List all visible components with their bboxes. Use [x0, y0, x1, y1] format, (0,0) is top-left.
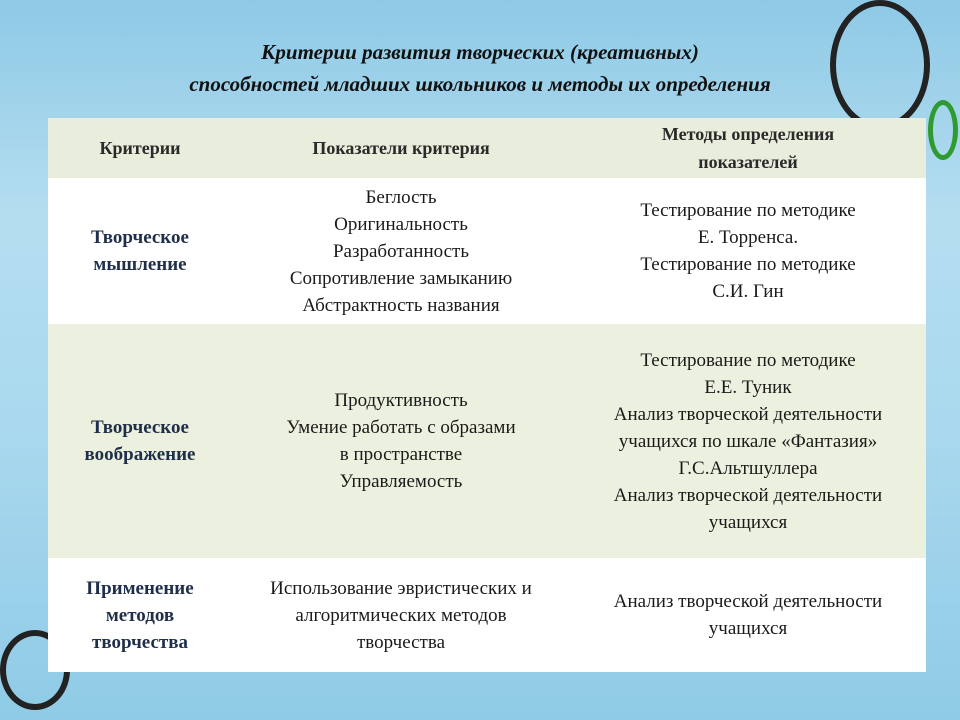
header-criteria: Критерии [48, 118, 232, 178]
cell-text-line: мышление [93, 254, 187, 275]
cell-text-line: Использование эвристических и [270, 577, 532, 599]
cell-text-line: Разработанность [332, 240, 470, 262]
cell-text-line: в пространстве [339, 444, 463, 465]
cell-text-line: Творческое [91, 227, 189, 248]
header-indicators: Показатели критерия [232, 118, 570, 178]
cell-indicators [232, 324, 570, 558]
cell-methods [570, 558, 926, 672]
cell-text-line: учащихся по шкале «Фантазия» [618, 430, 878, 452]
header-methods-text: Методы определения показателей [661, 124, 835, 172]
cell-text-line: Е. Торренса. [697, 227, 799, 248]
cell-methods [570, 324, 926, 558]
cell-indicators [232, 558, 570, 672]
criteria-table [48, 118, 926, 672]
cell-text-line: Тестирование по методике [640, 254, 856, 275]
cell-text-line: Абстрактность названия [302, 294, 500, 316]
cell-text-line: Тестирование по методике [640, 200, 856, 221]
table-row [48, 324, 926, 558]
header-methods [570, 118, 926, 178]
cell-text-line: Беглость [365, 186, 437, 208]
cell-text-line: Анализ творческой деятельности [613, 591, 883, 612]
slide-title [60, 36, 900, 100]
cell-text-line: Тестирование по методике [640, 349, 856, 371]
cell-text-line: С.И. Гин [712, 281, 784, 302]
cell-text-line: воображение [84, 444, 196, 465]
cell-text-line: Творческое [91, 417, 189, 438]
cell-text-line: Управляемость [339, 471, 463, 492]
cell-text-line: Оригинальность [334, 213, 468, 235]
cell-text-line: учащихся [708, 511, 788, 533]
cell-criterion [48, 324, 232, 558]
cell-text-line: творчества [92, 631, 188, 653]
cell-indicators [232, 178, 570, 324]
cell-text-line: Продуктивность [334, 390, 468, 411]
cell-text-line: творчества [356, 631, 446, 653]
table-header-row [48, 118, 926, 178]
table-row [48, 178, 926, 324]
cell-text-line: Умение работать с образами [286, 417, 516, 438]
cell-text-line: Сопротивление замыканию [289, 267, 513, 289]
cell-text-line: алгоритмических методов [295, 604, 507, 626]
table-row [48, 558, 926, 672]
cell-text-line: Применение [86, 577, 194, 599]
cell-text-line: Анализ творческой деятельности [613, 484, 883, 506]
cell-text-line: Е.Е. Туник [704, 376, 792, 398]
cell-criterion [48, 178, 232, 324]
title-line-2: способностей младших школьников и методы их определения [189, 72, 771, 96]
cell-methods [570, 178, 926, 324]
cell-text-line: методов [105, 604, 175, 626]
cell-criterion [48, 558, 232, 672]
cell-text-line: Анализ творческой деятельности [613, 403, 883, 425]
cell-text-line: учащихся [708, 618, 788, 639]
title-line-1: Критерии развития творческих (креативных) [261, 40, 699, 64]
cell-text-line: Г.С.Альтшуллера [678, 457, 818, 479]
green-swirl-decoration [928, 100, 958, 160]
